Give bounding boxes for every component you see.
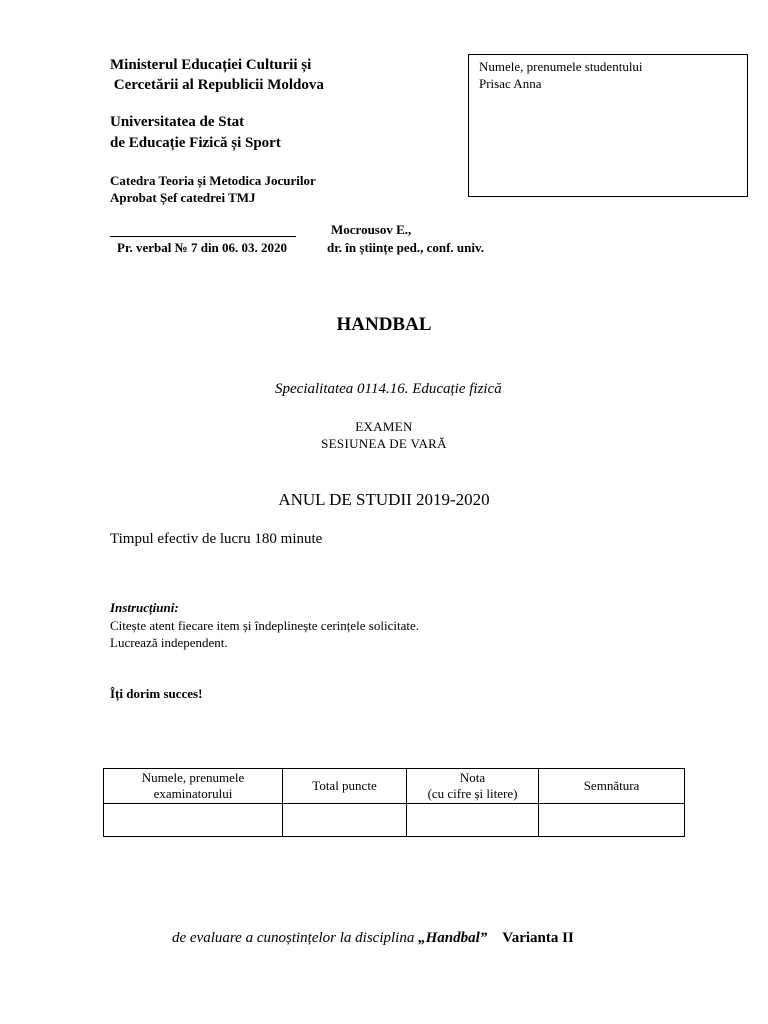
grade-header-line-1: Nota xyxy=(459,770,486,785)
student-box-label: Numele, prenumele studentului xyxy=(479,59,643,74)
grade-header xyxy=(407,769,539,804)
document-title: HANDBAL xyxy=(336,314,432,335)
examiner-name-header-line-1: Numele, prenumele xyxy=(141,770,245,785)
examiner-name-header-line-2: examinatorului xyxy=(153,786,233,801)
grades-table-header xyxy=(104,769,685,804)
exam-line-2: SESIUNEA DE VARĂ xyxy=(321,436,447,451)
total-points-header: Total puncte xyxy=(283,769,407,804)
good-luck: Îți dorim succes! xyxy=(110,686,203,701)
study-year: ANUL DE STUDII 2019-2020 xyxy=(278,490,490,509)
footer-line xyxy=(172,930,574,947)
verbal-process: Pr. verbal № 7 din 06. 03. 2020 xyxy=(117,240,288,255)
department-head-name: Mocrousov E., xyxy=(331,222,412,237)
signature-header: Semnătura xyxy=(539,769,685,804)
footer-discipline: „Handbal” xyxy=(418,930,488,946)
student-name-box xyxy=(468,54,748,197)
instructions-text xyxy=(110,617,419,651)
university-name xyxy=(110,112,281,154)
exam-line-1: EXAMEN xyxy=(355,419,413,434)
footer-variant: Varianta II xyxy=(502,930,574,946)
department-head-degree: dr. în științe ped., conf. univ. xyxy=(327,240,485,255)
university-line-2: de Educație Fizică și Sport xyxy=(110,135,281,151)
ministry-line-1: Ministerul Educației Culturii și xyxy=(110,57,312,73)
ministry-name xyxy=(110,55,324,95)
student-name: Prisac Anna xyxy=(479,76,542,91)
approved-by: Aprobat Șef catedrei TMJ xyxy=(110,190,256,205)
grade-header-line-2: (cu cifre și litere) xyxy=(427,786,518,801)
department-block xyxy=(110,172,316,206)
examiner-name-cell[interactable] xyxy=(104,804,283,837)
instructions-title: Instrucțiuni: xyxy=(110,600,179,615)
grades-table-row xyxy=(104,804,685,837)
university-line-1: Universitatea de Stat xyxy=(110,114,245,130)
total-points-cell[interactable] xyxy=(283,804,407,837)
examiner-name-header xyxy=(104,769,283,804)
exam-block xyxy=(0,418,768,452)
department-name: Catedra Teoria și Metodica Jocurilor xyxy=(110,173,316,188)
footer-prefix: de evaluare a cunoștințelor la disciplina xyxy=(172,930,419,946)
work-time: Timpul efectiv de lucru 180 minute xyxy=(110,531,323,547)
instruction-line-1: Citește atent fiecare item și îndeplinește cerințele solicitate. xyxy=(110,618,419,633)
signature-line xyxy=(110,236,296,237)
specialty: Specialitatea 0114.16. Educație fizică xyxy=(275,381,502,397)
ministry-line-2: Cercetării al Republicii Moldova xyxy=(110,77,324,93)
instruction-line-2: Lucrează independent. xyxy=(110,635,228,650)
grade-cell[interactable] xyxy=(407,804,539,837)
signature-cell[interactable] xyxy=(539,804,685,837)
grades-table xyxy=(103,768,685,837)
